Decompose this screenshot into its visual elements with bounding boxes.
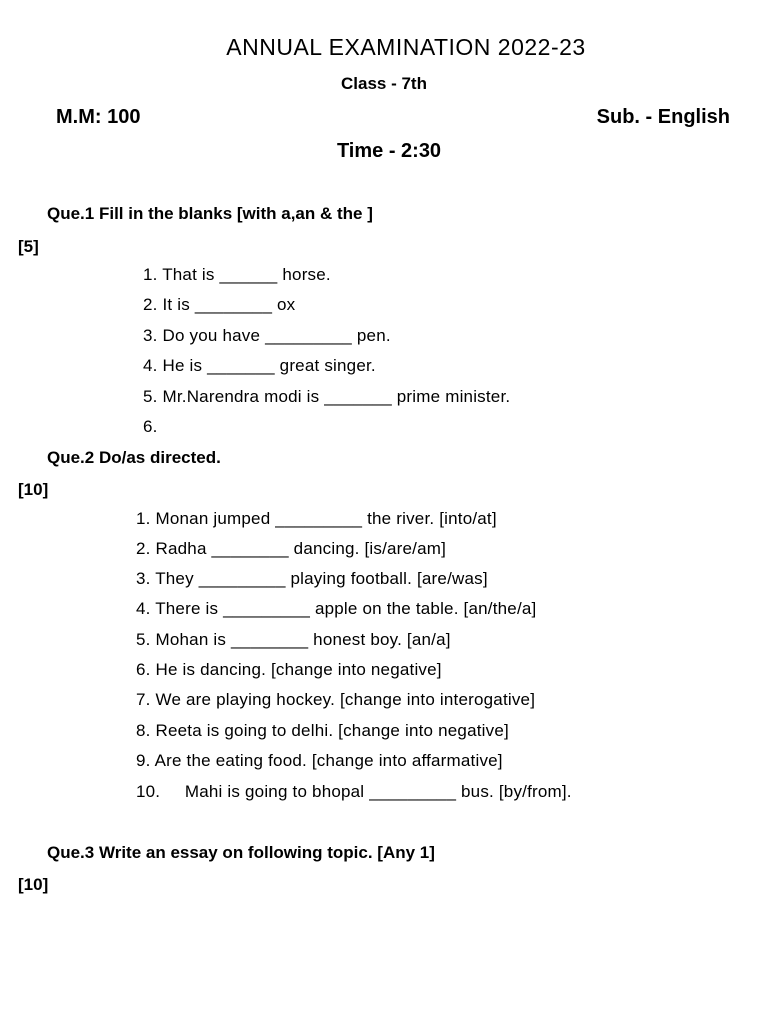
question-2-item: 5. Mohan is ________ honest boy. [an/a] <box>136 630 451 649</box>
question-2-item: 2. Radha ________ dancing. [is/are/am] <box>136 539 447 558</box>
question-1-item: 1. That is ______ horse. <box>143 265 331 284</box>
question-2-item: 1. Monan jumped _________ the river. [into/at] <box>136 509 497 528</box>
question-1-item: 5. Mr.Narendra modi is _______ prime minister. <box>143 387 511 406</box>
class-label: Class - 7th <box>341 74 427 93</box>
question-2-item: 8. Reeta is going to delhi. [change into negative] <box>136 721 509 740</box>
question-2-item: 3. They _________ playing football. [are/was] <box>136 569 488 588</box>
question-2-marks: [10] <box>18 480 49 499</box>
question-1-item: 6. <box>143 417 158 436</box>
subject-label: Sub. - English <box>596 106 730 128</box>
question-2-item: 6. He is dancing. [change into negative] <box>136 660 442 679</box>
question-1-item: 3. Do you have _________ pen. <box>143 326 391 345</box>
question-2-item: 10. Mahi is going to bhopal _________ bus. [by/from]. <box>136 782 572 801</box>
question-1-marks: [5] <box>18 237 39 256</box>
question-1-item: 4. He is _______ great singer. <box>143 356 376 375</box>
question-3-heading: Que.3 Write an essay on following topic. [Any 1] <box>47 843 435 862</box>
exam-title: ANNUAL EXAMINATION 2022-23 <box>226 34 586 60</box>
time-label: Time - 2:30 <box>336 140 442 162</box>
question-1-item: 2. It is ________ ox <box>143 295 296 314</box>
max-marks: M.M: 100 <box>56 106 141 128</box>
question-3-marks: [10] <box>18 875 49 894</box>
question-2-item: 9. Are the eating food. [change into affarmative] <box>136 751 503 770</box>
question-1-heading: Que.1 Fill in the blanks [with a,an & the ] <box>47 204 373 223</box>
question-2-item: 7. We are playing hockey. [change into interogative] <box>136 690 536 709</box>
question-2-heading: Que.2 Do/as directed. <box>47 448 221 467</box>
question-2-item: 4. There is _________ apple on the table. [an/the/a] <box>136 599 537 618</box>
